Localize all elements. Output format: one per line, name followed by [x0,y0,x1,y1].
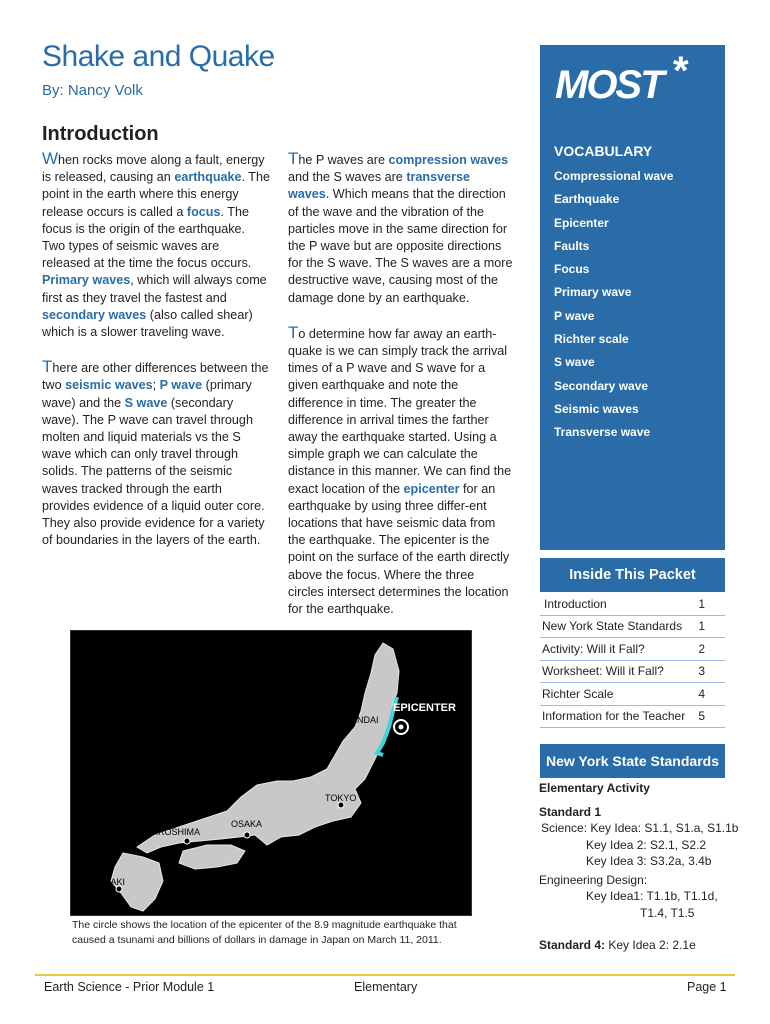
standard-line: Key Idea 3: S3.2a, 3.4b [586,854,712,868]
paragraph-text: . The point in the earth where this energy release occurs is called a [42,170,271,219]
keyword: epicenter [403,481,460,496]
packet-row-label: Introduction [544,596,607,611]
drop-cap: T [42,357,53,377]
paragraph-text: . The focus is the origin of the earthquake. Two types of seismic waves are released at the time the focus occurs. [42,204,252,271]
vocabulary-title: VOCABULARY [554,143,653,159]
page-title: Shake and Quake [42,40,275,73]
standard-4-label: Standard 4: [539,938,606,952]
footer-module: Earth Science - Prior Module 1 [44,980,215,994]
keyword: transverse waves [288,170,471,202]
packet-row [540,616,725,639]
packet-row-label: Worksheet: Will it Fall? [542,664,664,679]
osaka-dot [244,832,250,838]
packet-contents-table [540,593,725,728]
drop-cap: T [288,149,299,168]
paragraph-text: , which will always come first as they travel the fastest and [42,273,267,305]
footer-level: Elementary [354,980,418,994]
packet-row-page: 2 [698,641,705,656]
standard-line: Key Idea1: T1.1b, T1.1d, [586,889,718,903]
author-byline: By: Nancy Volk [42,82,143,99]
map-caption: The circle shows the location of the epicenter of the 8.9 magnitude earthquake that caused a tsunami and billions of dollars in damage in Japan on March 11, 2011. [72,919,457,946]
drop-cap: T [288,322,299,342]
drop-cap: W [42,149,59,168]
keyword: compression waves [388,153,509,167]
vocabulary-item: Transverse wave [554,425,651,440]
packet-row-label: Activity: Will it Fall? [542,641,645,656]
packet-row-page: 4 [698,686,705,701]
hiroshima-dot [184,838,190,844]
logo-star-icon: * [673,49,689,93]
footer-rule [35,974,735,976]
vocabulary-item: S wave [554,355,595,370]
map-label-japan: JAPAN [219,734,264,750]
map-label-osaka: OSAKA [231,819,263,829]
paragraph-text: hen rocks move along a fault, energy is released, causing an [42,153,265,185]
keyword: S wave [124,395,168,410]
packet-row-page: 1 [698,596,705,611]
keyword: P wave [159,378,203,393]
packet-row-label: Richter Scale [542,686,614,701]
packet-header: Inside This Packet [540,558,725,592]
standard-line: Key Idea 2: S2.1, S2.2 [586,837,707,852]
paragraph-text: . Which means that the direction of the wave and the vibration of the particles move in the same direction for the P wave but are opposite directions for the S wave. The S waves are a more destructive wave, causing most of the damage done by an earthquake. [288,187,513,305]
packet-row [540,683,725,706]
intro-paragraph [288,324,513,618]
intro-column-2 [288,150,513,618]
japan-map [70,630,472,916]
intro-heading: Introduction [42,123,159,145]
paragraph-text: and the S waves are [288,170,407,185]
standards-level: Elementary Activity [539,781,650,795]
map-label-tokyo: TOKYO [325,793,357,803]
paragraph-text: for an earthquake by using three differ-ent locations that have seismic data from the earthquake. The epicenter is the point on the surface of the earth directly above the focus. Where the three circles intersect determines the location for the earthquake. [288,481,510,617]
vocabulary-sidebar [540,45,725,550]
paragraph-text: here are other differences between the two [42,361,269,393]
most-logo [555,49,715,113]
map-label-hiroshima: HIROSHIMA [149,827,201,837]
packet-row-label: Information for the Teacher [542,709,686,724]
intro-paragraph [288,150,513,307]
standard-4 [539,937,729,954]
standard-1-title: Standard 1 [539,804,602,819]
page-number: Page 1 [687,980,727,994]
vocabulary-item: Faults [554,238,590,253]
standard-line: T1.4, T1.5 [640,905,695,920]
vocabulary-item: Focus [554,262,590,277]
paragraph-text: he P waves are [298,153,389,167]
packet-row [540,638,725,661]
keyword: secondary waves [42,307,147,322]
packet-row [540,661,725,684]
map-label-epicenter: EPICENTER [393,702,456,714]
paragraph-text: ; [152,378,160,393]
vocabulary-item: Secondary wave [554,378,649,393]
keyword: Primary waves [42,273,131,288]
logo-text: MOST [555,63,663,107]
paragraph-text: o determine how far away an earth-quake is we can simply track the arrival times of a P wave and S wave for a given earthquake and note the difference in time. The greater the difference in arrival times the farther away the earthquake started. Using a simple graph we can calculate the distance in this manner. We can find the exact location of the [288,326,512,496]
packet-row-page: 5 [698,709,705,724]
paragraph-text: (primary wave) and the [42,378,252,410]
keyword: seismic waves [65,378,153,393]
vocabulary-item: Compressional wave [554,169,674,183]
standards-body [539,780,739,954]
epicenter-dot [399,725,404,730]
vocabulary-item: Seismic waves [554,401,639,416]
intro-paragraph [42,150,270,341]
vocabulary-item: Primary wave [554,285,632,300]
japan-map-graphic [71,631,471,915]
vocabulary-item: P wave [554,308,595,323]
intro-column-1 [42,150,270,549]
packet-row-page: 3 [698,664,705,679]
keyword: focus [186,204,221,219]
vocabulary-item: Richter scale [554,332,629,347]
vocabulary-item: Earthquake [554,192,620,207]
map-label-sendai: SENDAI [345,715,379,725]
packet-row-page: 1 [698,619,705,634]
paragraph-text: (also called shear) which is a slower traveling wave. [42,307,253,340]
standard-line: Science: Key Idea: S1.1, S1.a, S1.1b [541,821,739,835]
vocabulary-list [554,168,673,448]
engineering-title: Engineering Design: [539,872,648,887]
standard-4-text: Key Idea 2: 2.1e [605,938,696,952]
map-label-nagasaki: NAGASAKI [79,877,126,887]
keyword: earthquake [174,170,242,185]
vocabulary-item: Epicenter [554,215,609,230]
intro-paragraph [42,358,270,549]
packet-row [540,593,725,616]
packet-row [540,706,725,729]
standards-header: New York State Standards [540,744,725,778]
paragraph-text: (secondary wave). The P wave can travel through molten and liquid materials vs the S wave which can only travel through solids. The patterns of the seismic waves tracked through the earth provides evidence of a liquid outer core. They also provide evidence for a variety of boundaries in the layers of the earth. [42,395,265,548]
packet-row-label: New York State Standards [542,619,683,634]
